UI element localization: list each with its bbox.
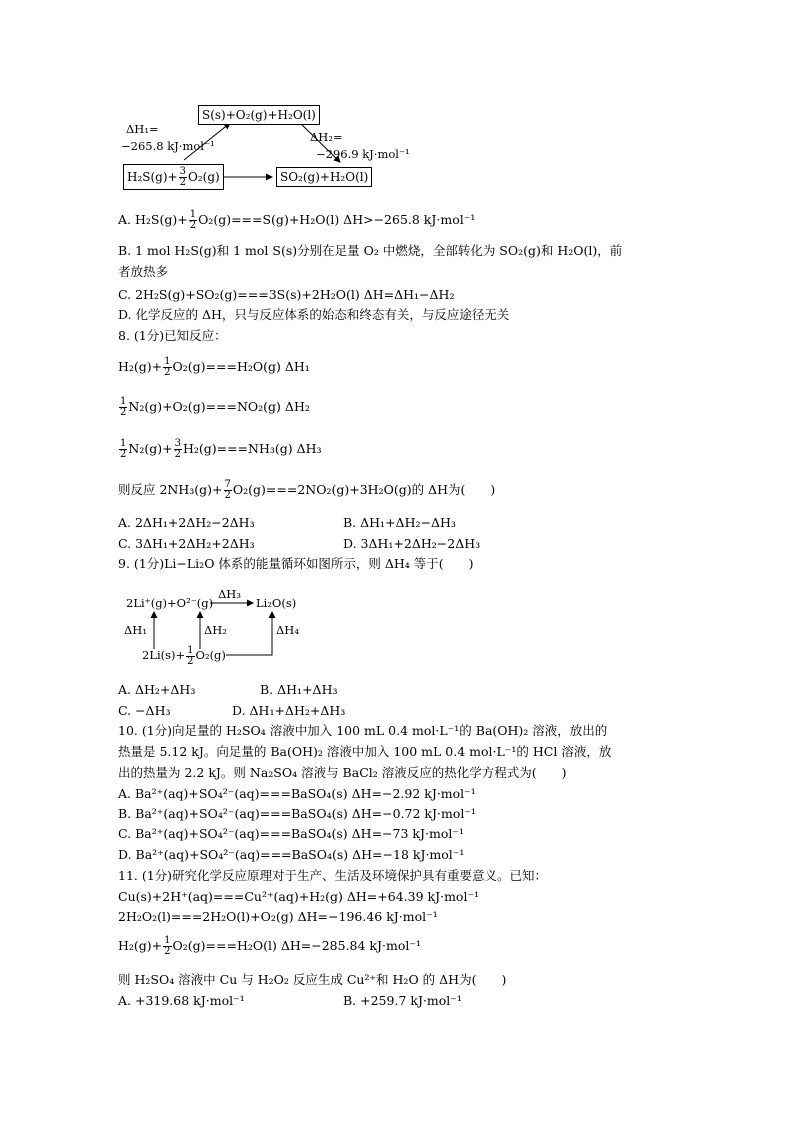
q7-option-b-line-1: B. 1 mol H₂S(g)和 1 mol S(s)分别在足量 O₂ 中燃烧，全部转化为 SO₂(g)和 H₂O(l)，前 (118, 243, 623, 258)
q8-stem: 8. (1分)已知反应： (118, 328, 227, 343)
q11-question: 则 H₂SO₄ 溶液中 Cu 与 H₂O₂ 反应生成 Cu²⁺和 H₂O 的 ΔH为( ) (118, 972, 507, 987)
q10-option-c: C. Ba²⁺(aq)+SO₄²⁻(aq)===BaSO₄(s) ΔH=−73 kJ·mol⁻¹ (118, 826, 464, 841)
q10-stem-line-2: 热量是 5.12 kJ。向足量的 Ba(OH)₂ 溶液中加入 100 mL 0.4 mol·L⁻¹的 HCl 溶液，放 (118, 744, 612, 759)
dh2-label: ΔH₂= (310, 130, 343, 144)
q10-option-a: A. Ba²⁺(aq)+SO₄²⁻(aq)===BaSO₄(s) ΔH=−2.92 kJ·mol⁻¹ (118, 786, 476, 801)
dh2-value: −296.9 kJ·mol⁻¹ (316, 147, 410, 161)
q8-reaction-3-c: H₂(g)===NH₃(g) ΔH₃ (182, 441, 322, 456)
q11-reaction-3-a: H₂(g)+ (118, 938, 163, 953)
q8-reaction-2 (118, 395, 310, 419)
q9-option-b: B. ΔH₁+ΔH₃ (260, 682, 338, 697)
fraction-1-2: $\frac{1}{2}$ (187, 644, 194, 667)
fraction-7-2: $\frac{7}{2}$ (224, 479, 231, 501)
q8-option-b: B. ΔH₁+ΔH₂−ΔH₃ (343, 515, 456, 530)
fig2-reactants (142, 644, 226, 667)
li-energy-cycle-figure (118, 585, 318, 665)
q8-option-a: A. 2ΔH₁+2ΔH₂−2ΔH₃ (118, 515, 255, 530)
q8-reaction-1-a: H₂(g)+ (118, 359, 163, 374)
q8-reaction-2-b: N₂(g)+O₂(g)===NO₂(g) ΔH₂ (128, 399, 310, 414)
q8-option-d: D. 3ΔH₁+2ΔH₂−2ΔH₃ (343, 536, 481, 551)
fraction-1-2: $\frac{1}{2}$ (120, 438, 127, 460)
q11-reaction-2: 2H₂O₂(l)===2H₂O(l)+O₂(g) ΔH=−196.46 kJ·mol⁻¹ (118, 909, 438, 924)
left-box-text-a: H₂S(g)+ (127, 170, 178, 184)
fraction-1-2: $\frac{1}{2}$ (164, 935, 171, 957)
fraction-3-2: $\frac{3}{2}$ (179, 166, 186, 188)
right-state-box: SO₂(g)+H₂O(l) (276, 167, 372, 187)
dh1-label: ΔH₁= (126, 122, 159, 136)
q10-option-d: D. Ba²⁺(aq)+SO₄²⁻(aq)===BaSO₄(s) ΔH=−18 kJ·mol⁻¹ (118, 847, 465, 862)
fig2-reactants-b: O₂(g) (195, 648, 226, 662)
fig2-gas-ions: 2Li⁺(g)+O²⁻(g) (126, 596, 214, 610)
fig2-reactants-a: 2Li(s)+ (142, 648, 186, 662)
q7-option-d: D. 化学反应的 ΔH，只与反应体系的始态和终态有关，与反应途径无关 (118, 307, 510, 322)
fraction-1-2: $\frac{1}{2}$ (164, 356, 171, 378)
q8-reaction-1-b: O₂(g)===H₂O(g) ΔH₁ (172, 359, 310, 374)
q7-option-c: C. 2H₂S(g)+SO₂(g)===3S(s)+2H₂O(l) ΔH=ΔH₁−ΔH₂ (118, 287, 455, 302)
q10-stem-line-3: 出的热量为 2.2 kJ。则 Na₂SO₄ 溶液与 BaCl₂ 溶液反应的热化学方程式为( ) (118, 765, 567, 780)
q11-reaction-3-b: O₂(g)===H₂O(l) ΔH=−285.84 kJ·mol⁻¹ (172, 938, 421, 953)
q9-option-a: A. ΔH₂+ΔH₃ (118, 682, 196, 697)
q7-option-b-line-2: 者放热多 (118, 264, 169, 279)
fig2-dh4-label: ΔH₄ (276, 623, 299, 637)
q11-stem: 11. (1分)研究化学反应原理对于生产、生活及环境保护具有重要意义。已知： (118, 868, 548, 883)
fraction-1-2: $\frac{1}{2}$ (189, 209, 197, 231)
q11-reaction-1: Cu(s)+2H⁺(aq)===Cu²⁺(aq)+H₂(g) ΔH=+64.39 kJ·mol⁻¹ (118, 889, 480, 904)
left-state-box (123, 164, 224, 190)
q9-option-d: D. ΔH₁+ΔH₂+ΔH₃ (232, 703, 346, 718)
arrow-dh4 (226, 612, 272, 655)
fig2-dh1-label: ΔH₁ (124, 623, 147, 637)
fig2-dh2-label: ΔH₂ (204, 623, 227, 637)
q7-option-a-text-2: O₂(g)===S(g)+H₂O(l) ΔH>−265.8 kJ·mol⁻¹ (198, 212, 476, 227)
q8-question-b: O₂(g)===2NO₂(g)+3H₂O(g)的 ΔH为( ) (232, 482, 496, 497)
q8-reaction-3-b: N₂(g)+ (128, 441, 173, 456)
q9-option-c: C. −ΔH₃ (118, 703, 171, 718)
q9-stem: 9. (1分)Li−Li₂O 体系的能量循环如图所示，则 ΔH₄ 等于( ) (118, 556, 474, 571)
q11-option-b: B. +259.7 kJ·mol⁻¹ (343, 993, 462, 1008)
fig2-li2o: Li₂O(s) (256, 596, 297, 610)
fig2-dh3-label: ΔH₃ (218, 587, 241, 601)
left-box-text-b: O₂(g) (187, 170, 220, 184)
fraction-3-2: $\frac{3}{2}$ (174, 438, 181, 460)
q11-option-a: A. +319.68 kJ·mol⁻¹ (118, 993, 245, 1008)
q8-reaction-3 (118, 437, 322, 461)
q8-question-a: 则反应 2NH₃(g)+ (118, 482, 223, 497)
q10-option-b: B. Ba²⁺(aq)+SO₄²⁻(aq)===BaSO₄(s) ΔH=−0.72 kJ·mol⁻¹ (118, 806, 476, 821)
top-state-box: S(s)+O₂(g)+H₂O(l) (198, 105, 320, 125)
dh1-value: −265.8 kJ·mol⁻¹ (121, 139, 215, 153)
q10-stem-line-1: 10. (1分)向足量的 H₂SO₄ 溶液中加入 100 mL 0.4 mol·L⁻¹的 Ba(OH)₂ 溶液，放出的 (118, 723, 608, 738)
q11-reaction-3 (118, 934, 421, 958)
fraction-1-2: $\frac{1}{2}$ (120, 396, 127, 418)
energy-cycle-figure-1 (118, 100, 418, 195)
q8-reaction-1 (118, 355, 310, 379)
q8-option-c: C. 3ΔH₁+2ΔH₂+2ΔH₃ (118, 536, 255, 551)
q8-question (118, 478, 495, 502)
q7-option-a-text-1: A. H₂S(g)+ (118, 212, 188, 227)
q7-option-a (118, 208, 475, 232)
